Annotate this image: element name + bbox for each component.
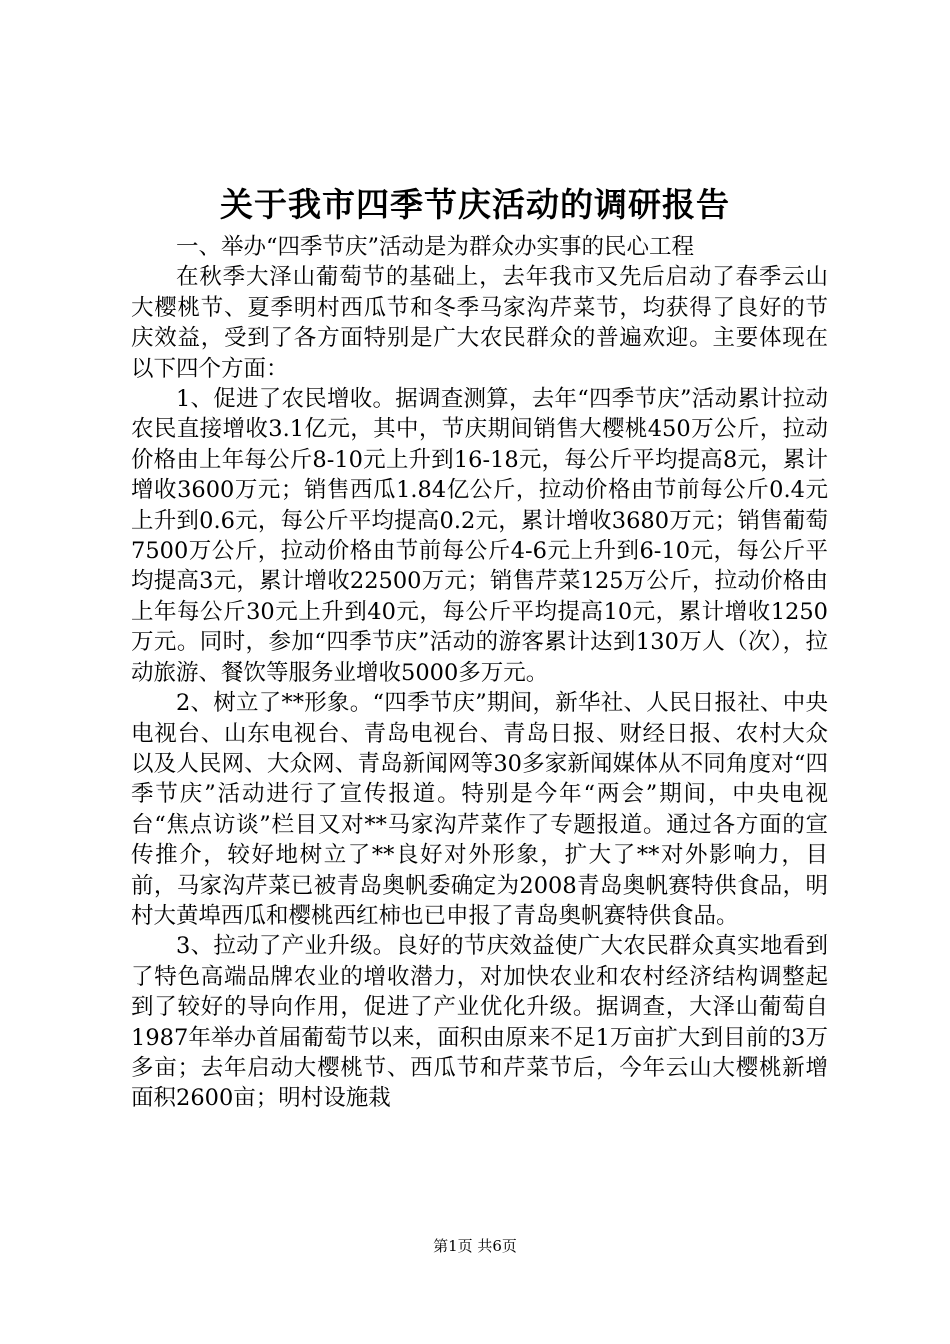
body-paragraph: 3、拉动了产业升级。良好的节庆效益使广大农民群众真实地看到了特色高端品牌农业的增收潜力，对加快农业和农村经济结构调整起到了较好的导向作用，促进了产业优化升级。据调查，大泽山葡萄自1987年举办首届葡萄节以来，面积由原来不足1万亩扩大到目前的3万多亩；去年启动大樱桃节、西瓜节和芹菜节后，今年云山大樱桃新增面积2600亩；明村设施栽 bbox=[131, 933, 828, 1112]
document-body bbox=[131, 232, 828, 1114]
document-title: 关于我市四季节庆活动的调研报告 bbox=[220, 185, 730, 224]
section-heading: 一、举办“四季节庆”活动是为群众办实事的民心工程 bbox=[176, 234, 695, 260]
body-paragraph: 2、树立了**形象。“四季节庆”期间，新华社、人民日报社、中央电视台、山东电视台、青岛电视台、青岛日报、财经日报、农村大众以及人民网、大众网、青岛新闻网等30多家新闻媒体从不同角度对“四季节庆”活动进行了宣传报道。特别是今年“两会”期间，中央电视台“焦点访谈”栏目又对**马家沟芹菜作了专题报道。通过各方面的宣传推介，较好地树立了**良好对外形象，扩大了**对外影响力，目前，马家沟芹菜已被青岛奥帆委确定为2008青岛奥帆赛特供食品，明村大黄埠西瓜和樱桃西红柿也已申报了青岛奥帆赛特供食品。 bbox=[131, 690, 828, 929]
body-paragraph: 在秋季大泽山葡萄节的基础上，去年我市又先后启动了春季云山大樱桃节、夏季明村西瓜节和冬季马家沟芹菜节，均获得了良好的节庆效益，受到了各方面特别是广大农民群众的普遍欢迎。主要体现在以下四个方面： bbox=[131, 264, 828, 382]
body-paragraph: 1、促进了农民增收。据调查测算，去年“四季节庆”活动累计拉动农民直接增收3.1亿元，其中，节庆期间销售大樱桃450万公斤，拉动价格由上年每公斤8-10元上升到16-18元，每公斤平均提高8元，累计增收3600万元；销售西瓜1.84亿公斤，拉动价格由节前每公斤0.4元上升到0.6元，每公斤平均提高0.2元，累计增收3680万元；销售葡萄7500万公斤，拉动价格由节前每公斤4-6元上升到6-10元，每公斤平均提高3元，累计增收22500万元；销售芹菜125万公斤，拉动价格由上年每公斤30元上升到40元，每公斤平均提高10元，累计增收1250万元。同时，参加“四季节庆”活动的游客累计达到130万人（次），拉动旅游、餐饮等服务业增收5000多万元。 bbox=[131, 386, 828, 686]
page-footer: 第1页 共6页 bbox=[433, 1237, 517, 1255]
